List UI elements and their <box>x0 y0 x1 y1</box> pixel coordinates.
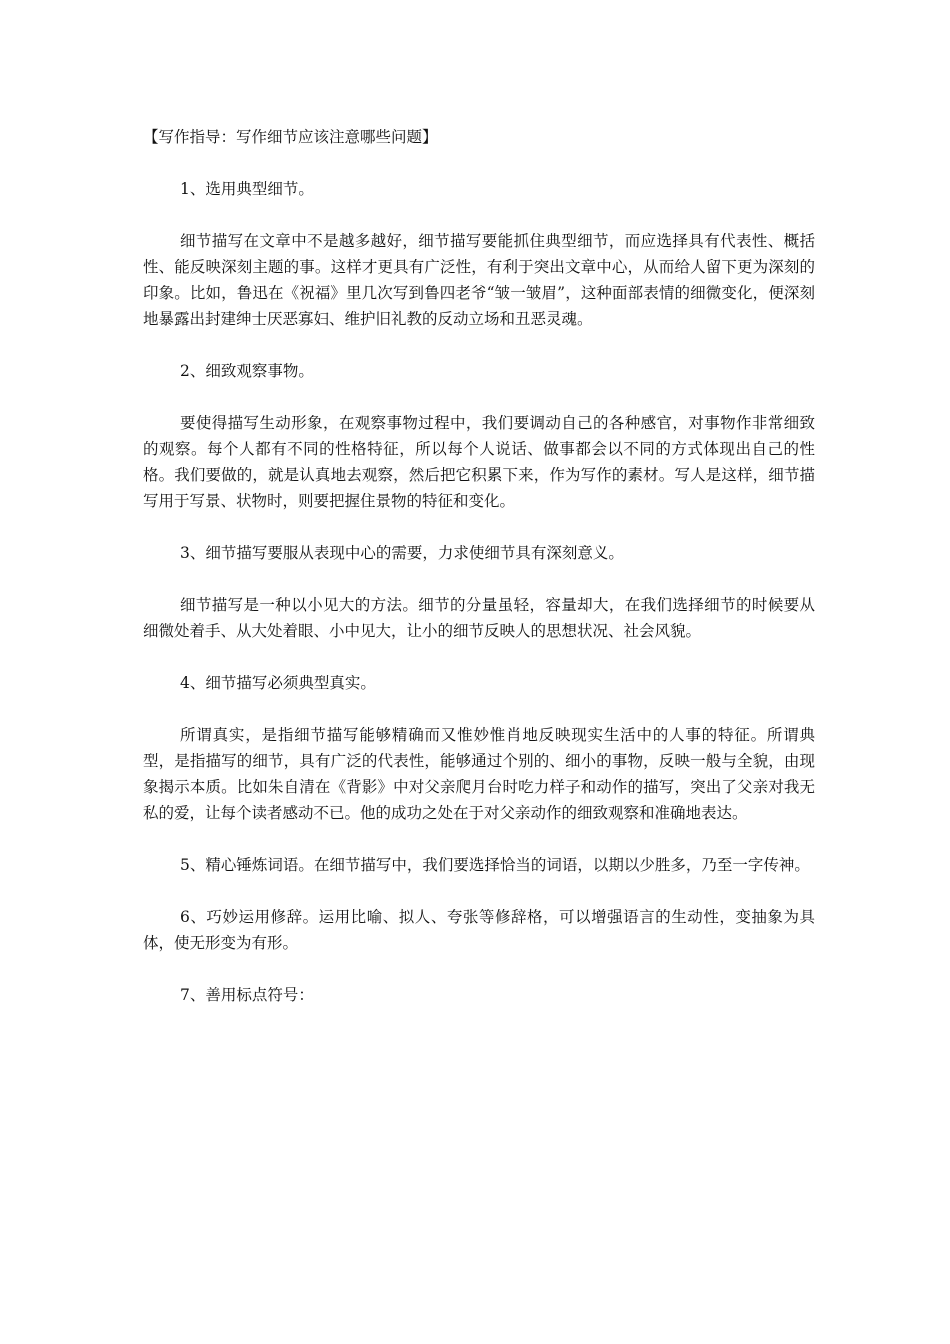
section-7-heading: 7、善用标点符号： <box>180 986 314 1004</box>
section-6-paragraph: 6、巧妙运用修辞。运用比喻、拟人、夸张等修辞格，可以增强语言的生动性，变抽象为具体，使无形变为有形。 <box>143 908 815 952</box>
section-3-heading: 3、细节描写要服从表现中心的需要，力求使细节具有深刻意义。 <box>180 544 624 562</box>
section-5-paragraph: 5、精心锤炼词语。在细节描写中，我们要选择恰当的词语，以期以少胜多，乃至一字传神。 <box>180 856 810 874</box>
document-title: 【写作指导：写作细节应该注意哪些问题】 <box>143 128 438 146</box>
section-1-body: 细节描写在文章中不是越多越好，细节描写要能抓住典型细节，而应选择具有代表性、概括性、能反映深刻主题的事。这样才更具有广泛性，有利于突出文章中心，从而给人留下更为深刻的印象。比如，鲁迅在《祝福》里几次写到鲁四老爷“皱一皱眉”，这种面部表情的细微变化，便深刻地暴露出封建绅士厌恶寡妇、维护旧礼教的反动立场和丑恶灵魂。 <box>143 232 815 328</box>
section-4-body: 所谓真实，是指细节描写能够精确而又惟妙惟肖地反映现实生活中的人事的特征。所谓典型，是指描写的细节，具有广泛的代表性，能够通过个别的、细小的事物，反映一般与全貌，由现象揭示本质。比如朱自清在《背影》中对父亲爬月台时吃力样子和动作的描写，突出了父亲对我无私的爱，让每个读者感动不已。他的成功之处在于对父亲动作的细致观察和准确地表达。 <box>143 726 815 822</box>
document-content <box>143 124 815 1034</box>
section-1-heading: 1、选用典型细节。 <box>180 180 314 198</box>
section-2-heading: 2、细致观察事物。 <box>180 362 314 380</box>
section-3-body: 细节描写是一种以小见大的方法。细节的分量虽轻，容量却大，在我们选择细节的时候要从细微处着手、从大处着眼、小中见大，让小的细节反映人的思想状况、社会风貌。 <box>143 596 815 640</box>
section-2-body: 要使得描写生动形象，在观察事物过程中，我们要调动自己的各种感官，对事物作非常细致的观察。每个人都有不同的性格特征，所以每个人说话、做事都会以不同的方式体现出自己的性格。我们要做的，就是认真地去观察，然后把它积累下来，作为写作的素材。写人是这样，细节描写用于写景、状物时，则要把握住景物的特征和变化。 <box>143 414 815 510</box>
section-4-heading: 4、细节描写必须典型真实。 <box>180 674 376 692</box>
